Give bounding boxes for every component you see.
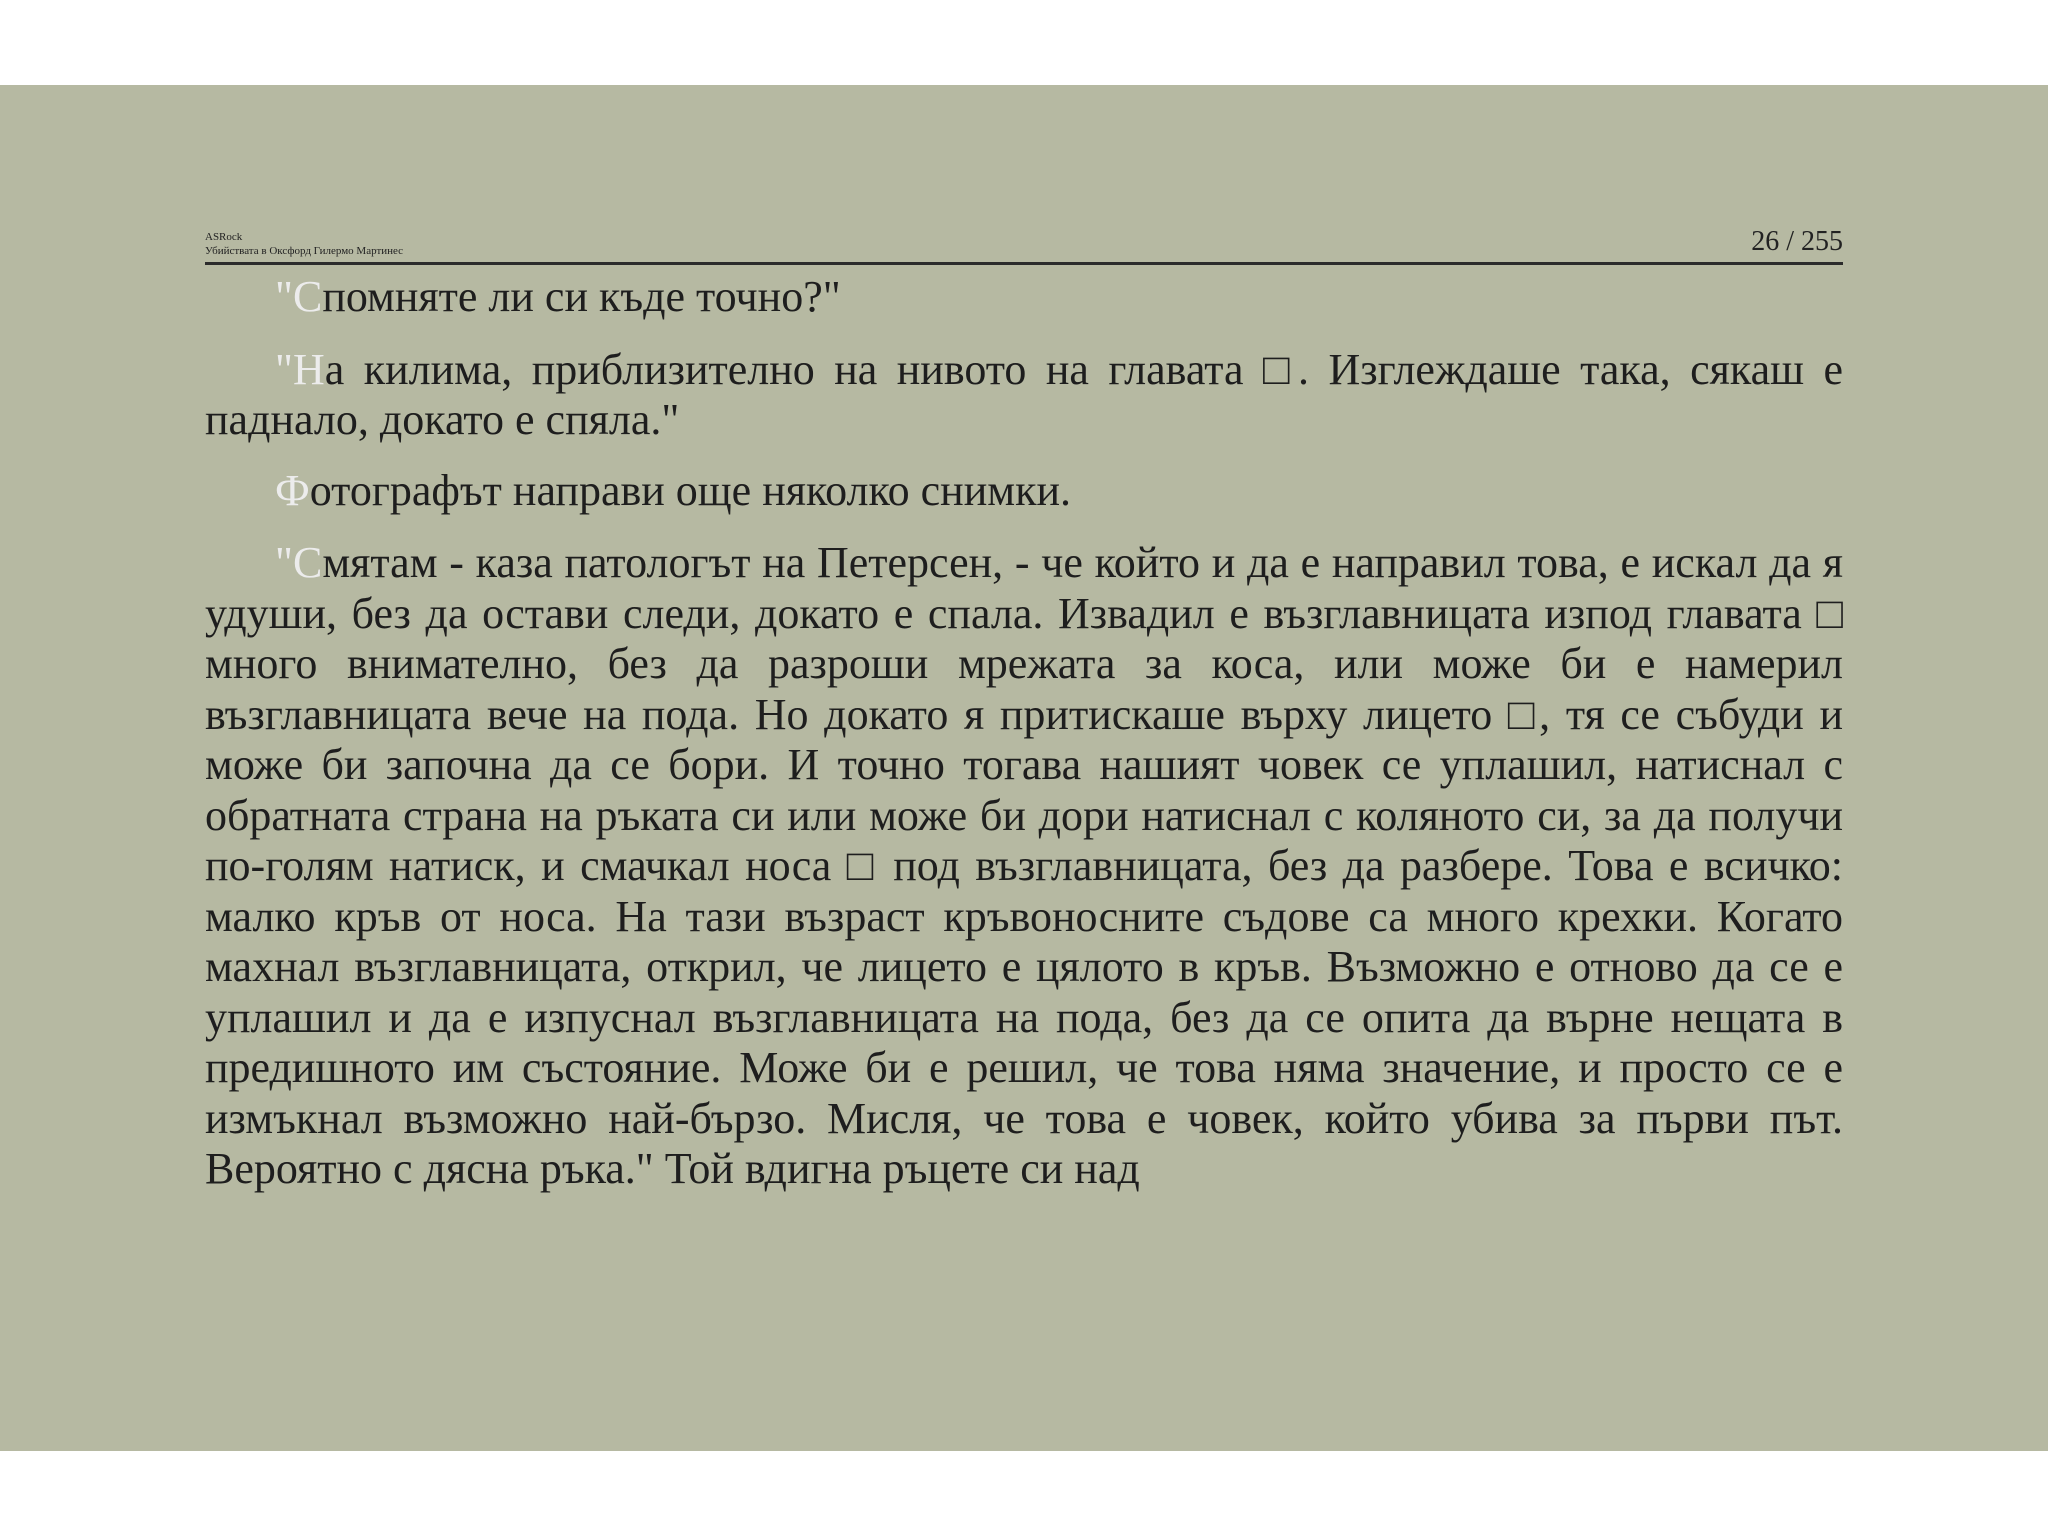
page-header [205, 140, 1843, 265]
paragraph [205, 538, 1843, 1195]
paragraph [205, 345, 1843, 446]
paragraph-lead: "С [275, 538, 323, 587]
paragraph-text: мятам - каза патологът на Петерсен, - че който и да е направил това, е искал да я удуши, без да остави следи, докато е спала. Извадил е възглавницата изпод главата □ много внимателно, без да разроши мрежата за коса, или може би е намерил възглавницата вече на пода. Но докато я притискаше върху лицето □, тя се събуди и може би започна да се бори. И точно тогава нашият човек се уплашил, натиснал с обратната страна на ръката си или може би дори натиснал с коляното си, за да получи по-голям натиск, и смачкал носа □ под възглавницата, без да разбере. Това е всичко: малко кръв от носа. На тази възраст кръвоносните съдове са много крехки. Когато махнал възглавницата, открил, че лицето е цялото в кръв. Възможно е отново да се е уплашил и да е изпуснал възглавницата на пода, без да се опита да върне нещата в предишното им състояние. Може би е решил, че това няма значение, и просто се е измъкнал възможно най-бързо. Мисля, че това е човек, който убива за първи път. Вероятно с дясна ръка." Той вдигна ръцете си над [205, 538, 1843, 1193]
paragraph [205, 466, 1843, 517]
app-name: ASRock [205, 231, 243, 243]
paragraph-lead: "Н [275, 344, 325, 394]
paragraph-text: помняте ли си къде точно?" [322, 272, 841, 321]
book-text [205, 272, 1843, 1217]
paragraph-text: а килима, приблизително на нивото на главата □. Изглеждаше така, сякаш е паднало, докато е спяла." [205, 344, 1843, 444]
paragraph-lead: Ф [275, 465, 310, 515]
book-title: Убийствата в Оксфорд Гилермо Мартинес [205, 245, 404, 257]
paragraph-text: отографът направи още няколко снимки. [309, 465, 1072, 515]
paragraph [205, 272, 1843, 323]
page-indicator: 26 / 255 [1751, 226, 1843, 257]
paragraph-lead: "С [275, 272, 323, 321]
header-book-info [205, 230, 403, 258]
